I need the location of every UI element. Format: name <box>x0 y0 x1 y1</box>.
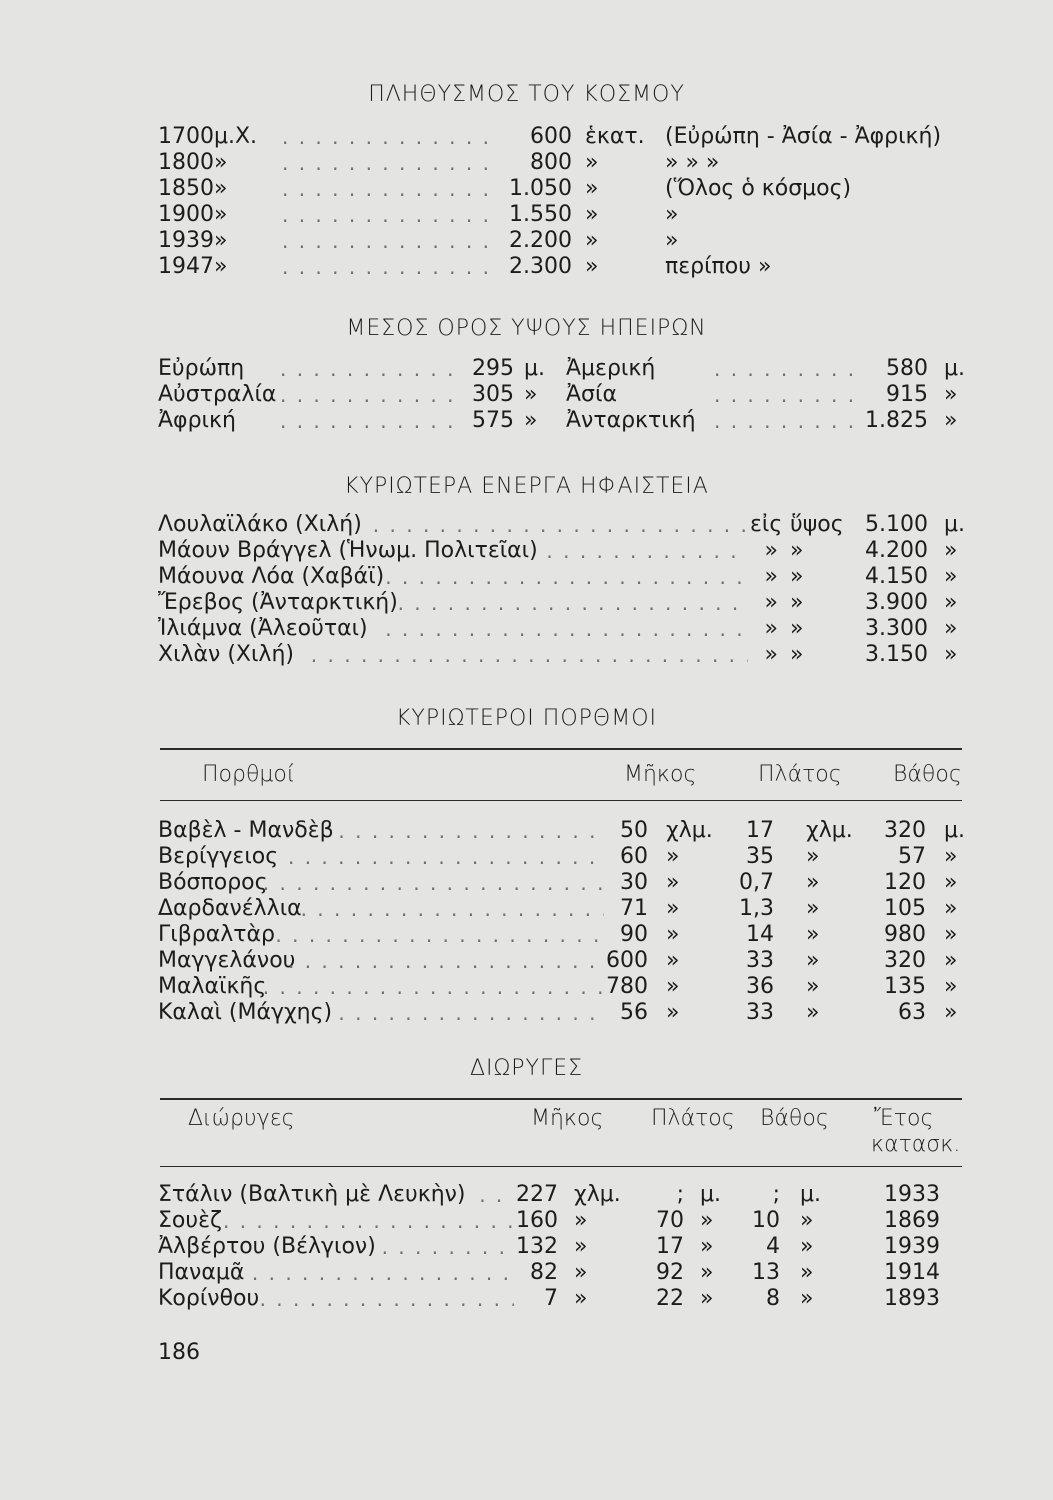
strait-row <box>0 844 1053 870</box>
strait-name: Καλαὶ (Μάγχης) <box>158 1000 333 1025</box>
unit: » <box>800 1260 814 1285</box>
canals-title: ΔΙΩΡΥΓΕΣ <box>469 1056 584 1081</box>
unit: » <box>944 616 958 641</box>
label-a: » <box>764 590 778 615</box>
canal-row <box>0 1260 1053 1286</box>
label-a: εἰς <box>750 512 783 537</box>
volcano-row <box>0 538 1053 564</box>
strait-width: 14 <box>746 922 774 947</box>
straits-header-name: Πορθμοί <box>202 762 296 787</box>
continent-altitude: 575 <box>472 408 514 433</box>
canal-length: 160 <box>516 1208 558 1233</box>
population-row <box>0 202 1053 228</box>
dot-leader <box>282 228 492 254</box>
canal-name: Παναμᾶ <box>158 1260 245 1285</box>
strait-depth: 63 <box>898 1000 926 1025</box>
strait-row <box>0 870 1053 896</box>
volcano-height: 4.200 <box>865 538 928 563</box>
year: 1850 <box>158 176 214 201</box>
label-a: » <box>764 564 778 589</box>
dot-leader <box>479 1182 514 1208</box>
canal-length: 82 <box>530 1260 558 1285</box>
strait-length: 50 <box>620 818 648 843</box>
note: » <box>665 202 679 227</box>
unit: » <box>806 974 820 999</box>
year: 1939 <box>158 228 214 253</box>
strait-length: 780 <box>606 974 648 999</box>
continent-altitude: 305 <box>472 382 514 407</box>
population-value: 800 <box>530 150 572 175</box>
strait-depth: 120 <box>884 870 926 895</box>
unit: » <box>666 844 680 869</box>
dot-leader <box>311 642 748 668</box>
altitude-row <box>0 356 1053 382</box>
canal-row <box>0 1208 1053 1234</box>
unit: » <box>806 948 820 973</box>
dot-leader <box>714 356 854 382</box>
unit: » <box>666 896 680 921</box>
volcano-row <box>0 642 1053 668</box>
strait-depth: 105 <box>884 896 926 921</box>
dot-leader <box>223 1208 514 1234</box>
canal-width: 70 <box>656 1208 684 1233</box>
unit: » <box>806 896 820 921</box>
unit: » <box>806 844 820 869</box>
dot-leader <box>282 124 492 150</box>
note: (Εὐρώπη - Ἀσία - Ἀφρική) <box>665 124 942 149</box>
dot-leader <box>275 922 604 948</box>
unit: » <box>800 1208 814 1233</box>
strait-length: 90 <box>620 922 648 947</box>
canal-width: 22 <box>656 1286 684 1311</box>
unit: » <box>585 254 599 279</box>
unit: » <box>800 1234 814 1259</box>
population-row <box>0 150 1053 176</box>
strait-width: 35 <box>746 844 774 869</box>
dot-leader <box>280 408 462 434</box>
year: 1800 <box>158 150 214 175</box>
volcano-height: 3.150 <box>865 642 928 667</box>
continent-name: Ἀνταρκτική <box>566 408 696 433</box>
unit: » <box>574 1234 588 1259</box>
dot-leader <box>263 974 604 1000</box>
dot-leader <box>288 948 604 974</box>
dot-leader <box>260 1286 514 1312</box>
straits-header-depth: Βάθος <box>893 762 962 787</box>
volcano-height: 3.900 <box>865 590 928 615</box>
unit: » <box>944 382 958 407</box>
volcano-name: Λουλαϊλάκο (Χιλή) <box>158 512 362 537</box>
unit: » <box>806 922 820 947</box>
canal-row <box>0 1286 1053 1312</box>
unit: » <box>666 974 680 999</box>
unit: » <box>944 896 958 921</box>
dot-leader <box>373 512 748 538</box>
unit: » <box>944 870 958 895</box>
unit: μ. <box>944 818 965 843</box>
unit: » <box>944 642 958 667</box>
strait-depth: 135 <box>884 974 926 999</box>
note: (Ὅλος ὁ κόσμος) <box>665 176 852 201</box>
unit: » <box>944 844 958 869</box>
canal-name: Κορίνθου <box>158 1286 260 1311</box>
label-b: » <box>790 538 804 563</box>
strait-name: Μαλαϊκῆς <box>158 974 267 999</box>
unit: » <box>944 408 958 433</box>
unit: χλμ. <box>574 1182 621 1207</box>
unit: » <box>666 948 680 973</box>
canal-row <box>0 1182 1053 1208</box>
strait-length: 30 <box>620 870 648 895</box>
volcano-height: 3.300 <box>865 616 928 641</box>
volcano-row <box>0 564 1053 590</box>
strait-name: Δαρδανέλλια <box>158 896 302 921</box>
altitude-title: ΜΕΣΟΣ ΟΡΟΣ ΥΨΟΥΣ ΗΠΕΙΡΩΝ <box>346 316 707 341</box>
dot-leader <box>338 1000 604 1026</box>
strait-row <box>0 922 1053 948</box>
era: » <box>214 254 228 279</box>
straits-top-rule <box>160 748 962 750</box>
canals-top-rule <box>160 1098 962 1100</box>
unit: μ. <box>524 356 545 381</box>
strait-width: 36 <box>746 974 774 999</box>
dot-leader <box>385 564 748 590</box>
dot-leader <box>282 254 492 280</box>
volcano-name: Μάουνα Λόα (Χαβάϊ) <box>158 564 385 589</box>
label-b: » <box>790 616 804 641</box>
canals-header-name: Διώρυγες <box>188 1106 295 1131</box>
canal-length: 7 <box>544 1286 558 1311</box>
unit: μ. <box>700 1182 721 1207</box>
canal-year: 1939 <box>884 1234 940 1259</box>
strait-row <box>0 948 1053 974</box>
canals-header-year-sub: κατασκ. <box>871 1132 961 1157</box>
continent-name: Αὐστραλία <box>158 382 277 407</box>
unit: » <box>666 870 680 895</box>
canal-width: ; <box>676 1182 684 1207</box>
straits-header-rule <box>160 800 962 801</box>
strait-length: 60 <box>620 844 648 869</box>
population-row <box>0 176 1053 202</box>
note: περίπου » <box>665 254 772 279</box>
strait-length: 71 <box>620 896 648 921</box>
label-b: » <box>790 642 804 667</box>
note: » <box>665 228 679 253</box>
population-value: 1.550 <box>509 202 572 227</box>
dot-leader <box>282 202 492 228</box>
continent-name: Ἀμερική <box>566 356 656 381</box>
unit: » <box>700 1234 714 1259</box>
unit: μ. <box>944 356 965 381</box>
canals-header-width: Πλάτος <box>651 1106 735 1131</box>
dot-leader <box>714 382 854 408</box>
unit: » <box>666 1000 680 1025</box>
unit: » <box>700 1286 714 1311</box>
era: » <box>214 150 228 175</box>
strait-length: 56 <box>620 1000 648 1025</box>
straits-header-length: Μῆκος <box>624 762 697 787</box>
dot-leader <box>546 538 748 564</box>
unit: » <box>574 1286 588 1311</box>
volcanoes-title: ΚΥΡΙΩΤΕΡΑ ΕΝΕΡΓΑ ΗΦΑΙΣΤΕΙΑ <box>344 474 709 499</box>
unit: » <box>585 150 599 175</box>
population-row <box>0 228 1053 254</box>
unit: » <box>944 1000 958 1025</box>
unit: μ. <box>944 512 965 537</box>
strait-depth: 57 <box>898 844 926 869</box>
unit: » <box>524 382 538 407</box>
unit: » <box>944 564 958 589</box>
unit: » <box>806 870 820 895</box>
dot-leader <box>282 150 492 176</box>
note: » » » <box>665 150 720 175</box>
population-title: ΠΛΗΘΥΣΜΟΣ ΤΟΥ ΚΟΣΜΟΥ <box>368 82 685 107</box>
volcano-name: Ἰλιάμνα (Ἀλεοῦται) <box>158 616 368 641</box>
dot-leader <box>282 176 492 202</box>
year: 1900 <box>158 202 214 227</box>
unit: » <box>524 408 538 433</box>
year: 1700 <box>158 124 214 149</box>
strait-name: Γιβραλτὰρ <box>158 922 275 947</box>
unit: » <box>574 1208 588 1233</box>
canal-name: Σουὲζ <box>158 1208 222 1233</box>
year: 1947 <box>158 254 214 279</box>
canal-width: 17 <box>656 1234 684 1259</box>
canal-name: Στάλιν (Βαλτικὴ μὲ Λευκὴν) <box>158 1182 466 1207</box>
canals-header-length: Μῆκος <box>531 1106 604 1131</box>
unit: » <box>944 538 958 563</box>
canal-year: 1893 <box>884 1286 940 1311</box>
strait-width: 17 <box>746 818 774 843</box>
unit: » <box>585 228 599 253</box>
strait-width: 1,3 <box>739 896 774 921</box>
population-value: 2.200 <box>509 228 572 253</box>
unit: » <box>666 922 680 947</box>
population-value: 2.300 <box>509 254 572 279</box>
strait-depth: 320 <box>884 948 926 973</box>
strait-name: Μαγγελάνου <box>158 948 296 973</box>
dot-leader <box>398 590 748 616</box>
continent-name: Εὐρώπη <box>158 356 245 381</box>
label-b: » <box>790 564 804 589</box>
strait-width: 33 <box>746 1000 774 1025</box>
dot-leader <box>280 382 462 408</box>
canal-width: 92 <box>656 1260 684 1285</box>
continent-name: Ἀσία <box>566 382 617 407</box>
era: » <box>214 202 228 227</box>
canal-depth: 13 <box>752 1260 780 1285</box>
canals-header-rule <box>160 1166 962 1167</box>
label-a: » <box>764 642 778 667</box>
unit: » <box>944 974 958 999</box>
canal-year: 1933 <box>884 1182 940 1207</box>
unit: » <box>574 1260 588 1285</box>
dot-leader <box>263 870 604 896</box>
canals-header-depth: Βάθος <box>760 1106 829 1131</box>
continent-name: Ἀφρική <box>158 408 236 433</box>
unit: » <box>944 590 958 615</box>
strait-name: Βερίγγειος <box>158 844 279 869</box>
strait-depth: 980 <box>884 922 926 947</box>
altitude-row <box>0 408 1053 434</box>
unit: » <box>700 1208 714 1233</box>
dot-leader <box>288 844 604 870</box>
strait-depth: 320 <box>884 818 926 843</box>
strait-row <box>0 1000 1053 1026</box>
canals-header-year: Ἔτος <box>874 1106 934 1131</box>
dot-leader <box>280 356 462 382</box>
dot-leader <box>385 616 748 642</box>
page-number: 186 <box>158 1340 200 1365</box>
volcano-row <box>0 616 1053 642</box>
unit: » <box>944 948 958 973</box>
unit: μ. <box>800 1182 821 1207</box>
continent-altitude: 1.825 <box>865 408 928 433</box>
volcano-height: 4.150 <box>865 564 928 589</box>
label-a: » <box>764 538 778 563</box>
canal-year: 1869 <box>884 1208 940 1233</box>
unit: » <box>585 202 599 227</box>
canal-name: Ἀλβέρτου (Βέλγιον) <box>158 1234 376 1259</box>
population-value: 1.050 <box>509 176 572 201</box>
canal-length: 227 <box>516 1182 558 1207</box>
strait-row <box>0 974 1053 1000</box>
altitude-row <box>0 382 1053 408</box>
dot-leader <box>714 408 854 434</box>
continent-altitude: 580 <box>886 356 928 381</box>
population-value: 600 <box>530 124 572 149</box>
strait-width: 0,7 <box>739 870 774 895</box>
canal-depth: 8 <box>766 1286 780 1311</box>
label-b: » <box>790 590 804 615</box>
volcano-name: Χιλὰν (Χιλή) <box>158 642 294 667</box>
dot-leader <box>301 896 604 922</box>
dot-leader <box>235 1260 514 1286</box>
strait-row <box>0 818 1053 844</box>
volcano-row <box>0 512 1053 538</box>
volcano-name: Ἔρεβος (Ἀνταρκτική) <box>158 590 398 615</box>
label-b: ὕψος <box>790 512 844 537</box>
canal-year: 1914 <box>884 1260 940 1285</box>
volcano-height: 5.100 <box>865 512 928 537</box>
population-row <box>0 124 1053 150</box>
canal-row <box>0 1234 1053 1260</box>
unit: » <box>806 1000 820 1025</box>
continent-altitude: 295 <box>472 356 514 381</box>
canal-depth: 4 <box>766 1234 780 1259</box>
unit: χλμ. <box>666 818 713 843</box>
unit: » <box>700 1260 714 1285</box>
era: » <box>214 228 228 253</box>
era: μ.Χ. <box>214 124 258 149</box>
continent-altitude: 915 <box>886 382 928 407</box>
population-row <box>0 254 1053 280</box>
unit: ἑκατ. <box>585 124 645 149</box>
strait-width: 33 <box>746 948 774 973</box>
straits-header-width: Πλάτος <box>758 762 842 787</box>
canal-depth: ; <box>772 1182 780 1207</box>
unit: » <box>800 1286 814 1311</box>
strait-name: Βαβὲλ - Μανδὲβ <box>158 818 334 843</box>
strait-length: 600 <box>606 948 648 973</box>
dot-leader <box>382 1234 514 1260</box>
label-a: » <box>764 616 778 641</box>
unit: » <box>585 176 599 201</box>
canal-length: 132 <box>516 1234 558 1259</box>
era: » <box>214 176 228 201</box>
unit: χλμ. <box>806 818 853 843</box>
volcano-name: Μάουν Βράγγελ (Ἡνωμ. Πολιτεῖαι) <box>158 538 538 563</box>
straits-title: ΚΥΡΙΩΤΕΡΟΙ ΠΟΡΘΜΟΙ <box>395 706 658 731</box>
dot-leader <box>338 818 604 844</box>
canal-depth: 10 <box>752 1208 780 1233</box>
strait-row <box>0 896 1053 922</box>
volcano-row <box>0 590 1053 616</box>
unit: » <box>944 922 958 947</box>
strait-name: Βόσπορος <box>158 870 268 895</box>
